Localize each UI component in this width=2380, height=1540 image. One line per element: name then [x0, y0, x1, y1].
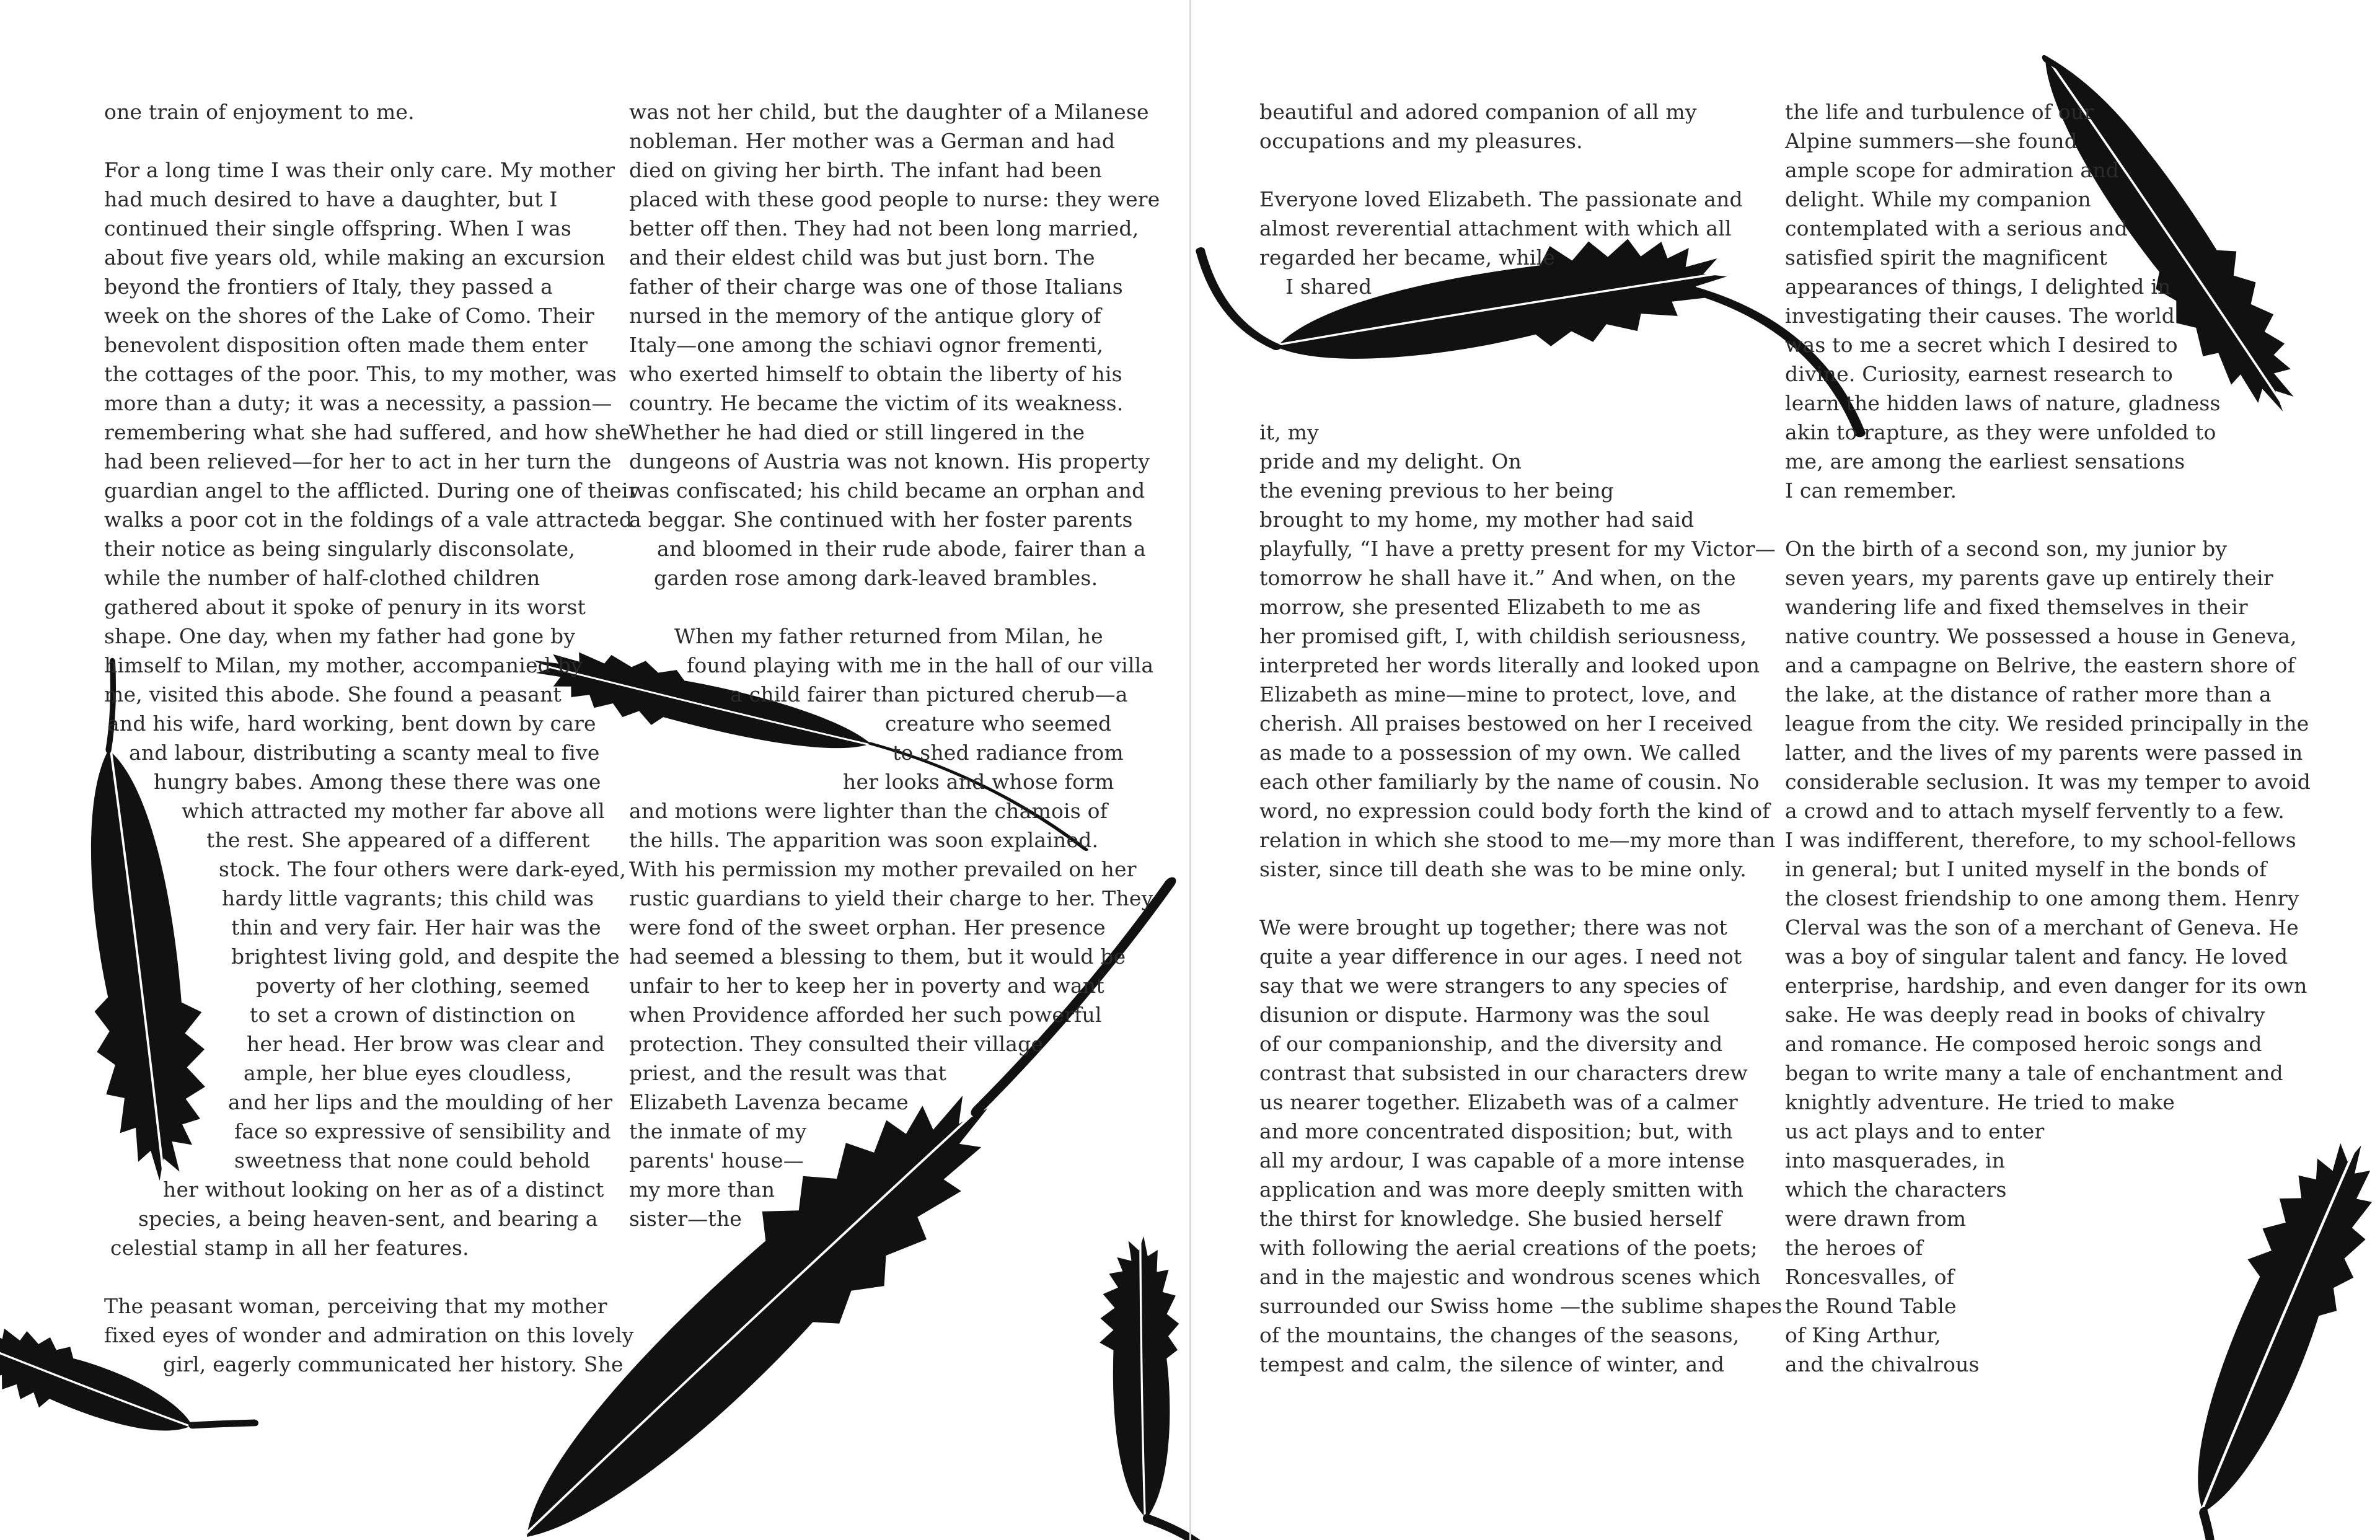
text-line: her promised gift, I, with childish seriousness, — [1259, 624, 1747, 648]
text-line: the cottages of the poor. This, to my mother, was — [104, 362, 617, 386]
text-line: the rest. She appeared of a different — [206, 828, 590, 852]
text-line: dungeons of Austria was not known. His property — [629, 449, 1150, 473]
text-line: continued their single offspring. When I was — [104, 216, 572, 240]
paragraph — [1259, 97, 1734, 156]
text-line: sweetness that none could behold — [234, 1148, 591, 1173]
paragraph-gap — [104, 1262, 575, 1291]
text-line: pride and my delight. On — [1259, 449, 1522, 473]
text-line: shape. One day, when my father had gone by — [104, 624, 576, 648]
text-line: fixed eyes of wonder and admiration on this lovely — [104, 1323, 634, 1347]
text-line: a child fairer than pictured cherub—a — [730, 682, 1128, 706]
text-line: and her lips and the moulding of her — [228, 1090, 613, 1114]
text-line: had seemed a blessing to them, but it would be — [629, 944, 1126, 969]
text-line: Whether he had died or still lingered in the — [629, 420, 1085, 444]
text-line: The peasant woman, perceiving that my mother — [104, 1294, 607, 1318]
text-line: stock. The four others were dark-eyed, — [219, 857, 627, 881]
text-line: sake. He was deeply read in books of chivalry — [1785, 1003, 2265, 1027]
text-line: league from the city. We resided principally in the — [1785, 711, 2309, 736]
text-line: father of their charge was one of those Italians — [629, 275, 1123, 299]
text-line: and their eldest child was but just born. The — [629, 245, 1095, 270]
text-line: relation in which she stood to me—my more than — [1259, 828, 1776, 852]
text-line: while the number of half-clothed children — [104, 566, 540, 590]
text-line: her head. Her brow was clear and — [247, 1032, 605, 1056]
text-line: had been relieved—for her to act in her turn the — [104, 449, 612, 473]
text-line: us act plays and to enter — [1785, 1119, 2045, 1143]
paragraph — [1259, 913, 1783, 1379]
text-line: sister—the — [629, 1207, 743, 1231]
text-line: gathered about it spoke of penury in its worst — [104, 595, 586, 619]
text-column-4 — [1785, 97, 2311, 1379]
text-line: the life and turbulence of our — [1785, 100, 2094, 124]
text-line: brightest living gold, and despite the — [231, 944, 620, 969]
paragraph — [629, 622, 1154, 1233]
text-line: week on the shores of the Lake of Como. Their — [104, 304, 594, 328]
text-line: found playing with me in the hall of our villa — [687, 653, 1154, 677]
text-line: of our companionship, and the diversity and — [1259, 1032, 1723, 1056]
text-line: me, are among the earliest sensations — [1785, 449, 2185, 473]
text-line: remembering what she had suffered, and how she — [104, 420, 631, 444]
text-line: benevolent disposition often made them enter — [104, 333, 588, 357]
text-line: us nearer together. Elizabeth was of a calmer — [1259, 1090, 1738, 1114]
text-line: the Round Table — [1785, 1294, 1957, 1318]
text-line: were fond of the sweet orphan. Her presence — [629, 915, 1106, 939]
paragraph-gap — [1259, 884, 1734, 913]
text-line: walks a poor cot in the foldings of a vale attracted — [104, 508, 633, 532]
paragraph — [104, 97, 575, 126]
text-line: hungry babes. Among these there was one — [154, 770, 601, 794]
text-line: rustic guardians to yield their charge to her. They — [629, 886, 1153, 910]
text-line: priest, and the result was that — [629, 1061, 947, 1085]
text-line: sister, since till death she was to be mine only. — [1259, 857, 1747, 881]
text-line: interpreted her words literally and looked upon — [1259, 653, 1760, 677]
paragraph — [1785, 97, 2262, 505]
text-line: For a long time I was their only care. My mother — [104, 158, 615, 182]
text-line: word, no expression could body forth the kind of — [1259, 799, 1770, 823]
paragraph — [104, 156, 638, 1262]
text-line: knightly adventure. He tried to make — [1785, 1090, 2175, 1114]
text-line: Everyone loved Elizabeth. The passionate and — [1259, 187, 1743, 211]
text-line: a beggar. She continued with her foster parents — [629, 508, 1133, 532]
text-column-3 — [1259, 97, 1783, 1379]
text-line: and romance. He composed heroic songs and — [1785, 1032, 2262, 1056]
text-line: their notice as being singularly disconsolate, — [104, 537, 576, 561]
text-line: species, a being heaven-sent, and bearing a — [138, 1207, 598, 1231]
text-line: better off then. They had not been long married, — [629, 216, 1139, 240]
text-line: which attracted my mother far above all — [182, 799, 605, 823]
text-line: almost reverential attachment with which all — [1259, 216, 1732, 240]
text-line: it, my — [1259, 420, 1319, 444]
paragraph-gap — [1785, 505, 2262, 534]
text-line: and motions were lighter than the chamois of — [629, 799, 1108, 823]
text-line: more than a duty; it was a necessity, a passion— — [104, 391, 612, 415]
text-line: protection. They consulted their village — [629, 1032, 1044, 1056]
paragraph — [629, 97, 1160, 592]
text-line: divine. Curiosity, earnest research to — [1785, 362, 2173, 386]
text-line: learn the hidden laws of nature, gladness — [1785, 391, 2221, 415]
text-line: wandering life and fixed themselves in their — [1785, 595, 2248, 619]
text-line: into masquerades, in — [1785, 1148, 2006, 1173]
text-line: say that we were strangers to any species of — [1259, 974, 1727, 998]
paragraph-gap — [104, 126, 575, 156]
text-line: me, visited this abode. She found a peasant — [104, 682, 562, 706]
text-column-1 — [104, 97, 638, 1379]
text-line: was a boy of singular talent and fancy. He loved — [1785, 944, 2288, 969]
text-line: thin and very fair. Her hair was the — [231, 915, 601, 939]
text-line: parents' house— — [629, 1148, 804, 1173]
text-line: the thirst for knowledge. She busied herself — [1259, 1207, 1722, 1231]
text-line: occupations and my pleasures. — [1259, 129, 1583, 153]
text-line: When my father returned from Milan, he — [674, 624, 1103, 648]
text-line: tomorrow he shall have it.” And when, on the — [1259, 566, 1736, 590]
text-line: enterprise, hardship, and even danger for its own — [1785, 974, 2307, 998]
text-line: regarded her became, while — [1259, 245, 1556, 270]
text-line: I was indifferent, therefore, to my school-fellows — [1785, 828, 2296, 852]
text-line: nursed in the memory of the antique glory of — [629, 304, 1101, 328]
text-line — [1259, 359, 1734, 389]
text-line: one train of enjoyment to me. — [104, 100, 415, 124]
text-line: and the chivalrous — [1785, 1352, 1980, 1376]
text-line: nobleman. Her mother was a German and had — [629, 129, 1116, 153]
text-line: which the characters — [1785, 1177, 2007, 1202]
text-line: Elizabeth Lavenza became — [629, 1090, 909, 1114]
text-line: creature who seemed — [885, 711, 1112, 736]
text-line: I can remember. — [1785, 478, 1957, 503]
text-line: appearances of things, I delighted in — [1785, 275, 2171, 299]
text-line: Clerval was the son of a merchant of Geneva. He — [1785, 915, 2299, 939]
text-line: face so expressive of sensibility and — [234, 1119, 611, 1143]
text-line: beyond the frontiers of Italy, they passed a — [104, 275, 553, 299]
paragraph — [104, 1291, 634, 1379]
text-line: died on giving her birth. The infant had been — [629, 158, 1103, 182]
text-line: and his wife, hard working, bent down by care — [107, 711, 596, 736]
text-line: her looks and whose form — [843, 770, 1114, 794]
text-line: poverty of her clothing, seemed — [256, 974, 590, 998]
text-line: native country. We possessed a house in Geneva, — [1785, 624, 2297, 648]
text-line: and a campagne on Belrive, the eastern shore of — [1785, 653, 2296, 677]
text-line: the heroes of — [1785, 1236, 1923, 1260]
text-line: the lake, at the distance of rather more than a — [1785, 682, 2272, 706]
text-line: in general; but I united myself in the bonds of — [1785, 857, 2267, 881]
feather-icon — [1096, 1234, 1209, 1540]
text-line — [1259, 330, 1734, 359]
text-line: morrow, she presented Elizabeth to me as — [1259, 595, 1701, 619]
paragraph-gap — [1259, 156, 1734, 185]
text-line: country. He became the victim of its weakness. — [629, 391, 1124, 415]
text-line: the inmate of my — [629, 1119, 807, 1143]
text-line: a crowd and to attach myself fervently to a few. — [1785, 799, 2285, 823]
text-line: to shed radiance from — [892, 741, 1124, 765]
text-line: delight. While my companion — [1785, 187, 2091, 211]
text-line: was confiscated; his child became an orphan and — [629, 478, 1145, 503]
text-line: Italy—one among the schiavi ognor frementi, — [629, 333, 1104, 357]
text-line: girl, eagerly communicated her history. She — [163, 1352, 624, 1376]
text-line: of King Arthur, — [1785, 1323, 1941, 1347]
text-line: celestial stamp in all her features. — [110, 1236, 469, 1260]
text-line: unfair to her to keep her in poverty and want — [629, 974, 1104, 998]
text-line: himself to Milan, my mother, accompanied by — [104, 653, 583, 677]
text-line: was to me a secret which I desired to — [1785, 333, 2178, 357]
text-line: placed with these good people to nurse: they were — [629, 187, 1160, 211]
text-line: beautiful and adored companion of all my — [1259, 100, 1697, 124]
text-line: seven years, my parents gave up entirely their — [1785, 566, 2273, 590]
page-gutter — [1189, 0, 1191, 1540]
text-line: were drawn from — [1785, 1207, 1967, 1231]
paragraph — [1785, 534, 2311, 1379]
text-line: cherish. All praises bestowed on her I received — [1259, 711, 1753, 736]
text-line: to set a crown of distinction on — [250, 1003, 576, 1027]
text-line: disunion or dispute. Harmony was the soul — [1259, 1003, 1710, 1027]
text-line — [1259, 389, 1734, 418]
text-line: quite a year difference in our ages. I need not — [1259, 944, 1742, 969]
text-line: the hills. The apparition was soon explained. — [629, 828, 1099, 852]
text-line: hardy little vagrants; this child was — [222, 886, 594, 910]
text-line: each other familiarly by the name of cousin. No — [1259, 770, 1760, 794]
text-line: and bloomed in their rude abode, fairer than a — [657, 537, 1146, 561]
text-line: garden rose among dark-leaved brambles. — [654, 566, 1098, 590]
text-line: and more concentrated disposition; but, with — [1259, 1119, 1733, 1143]
text-line: investigating their causes. The world — [1785, 304, 2175, 328]
text-line: had much desired to have a daughter, but I — [104, 187, 558, 211]
text-line: with following the aerial creations of the poets; — [1259, 1236, 1758, 1260]
text-line: Elizabeth as mine—mine to protect, love, and — [1259, 682, 1737, 706]
text-column-2 — [629, 97, 1160, 1233]
text-line: I shared — [1285, 275, 1372, 299]
text-line: when Providence afforded her such powerful — [629, 1003, 1102, 1027]
text-line: of the mountains, the changes of the seasons, — [1259, 1323, 1740, 1347]
text-line: guardian angel to the afflicted. During one of their — [104, 478, 638, 503]
text-line: the closest friendship to one among them. Henry — [1785, 886, 2299, 910]
text-line: all my ardour, I was capable of a more intense — [1259, 1148, 1745, 1173]
text-line: as made to a possession of my own. We called — [1259, 741, 1741, 765]
text-line — [1259, 301, 1734, 330]
text-line: about five years old, while making an excursion — [104, 245, 606, 270]
text-line: who exerted himself to obtain the liberty of his — [629, 362, 1122, 386]
text-line: tempest and calm, the silence of winter, and — [1259, 1352, 1725, 1376]
text-line: ample scope for admiration and — [1785, 158, 2120, 182]
paragraph-gap — [629, 592, 1100, 622]
text-line: playfully, “I have a pretty present for my Victor— — [1259, 537, 1776, 561]
text-line: We were brought up together; there was not — [1259, 915, 1728, 939]
text-line: latter, and the lives of my parents were passed in — [1785, 741, 2303, 765]
text-line: was not her child, but the daughter of a Milanese — [629, 100, 1149, 124]
text-line: the evening previous to her being — [1259, 478, 1614, 503]
text-line: brought to my home, my mother had said — [1259, 508, 1695, 532]
text-line: On the birth of a second son, my junior by — [1785, 537, 2228, 561]
text-line: Alpine summers—she found — [1785, 129, 2078, 153]
text-line: her without looking on her as of a distinct — [163, 1177, 604, 1202]
text-line: my more than — [629, 1177, 775, 1202]
text-line: Roncesvalles, of — [1785, 1265, 1955, 1289]
text-line: and labour, distributing a scanty meal to five — [129, 741, 600, 765]
text-line: satisfied spirit the magnificent — [1785, 245, 2108, 270]
text-line: began to write many a tale of enchantment and — [1785, 1061, 2283, 1085]
paragraph — [1259, 185, 1776, 884]
text-line: With his permission my mother prevailed on her — [629, 857, 1137, 881]
text-line: akin to rapture, as they were unfolded to — [1785, 420, 2216, 444]
text-line: contemplated with a serious and — [1785, 216, 2128, 240]
text-line: surrounded our Swiss home —the sublime shapes — [1259, 1294, 1783, 1318]
text-line: considerable seclusion. It was my temper to avoid — [1785, 770, 2311, 794]
text-line: ample, her blue eyes cloudless, — [244, 1061, 573, 1085]
text-line: contrast that subsisted in our characters drew — [1259, 1061, 1748, 1085]
text-line: and in the majestic and wondrous scenes which — [1259, 1265, 1761, 1289]
text-line: application and was more deeply smitten with — [1259, 1177, 1744, 1202]
